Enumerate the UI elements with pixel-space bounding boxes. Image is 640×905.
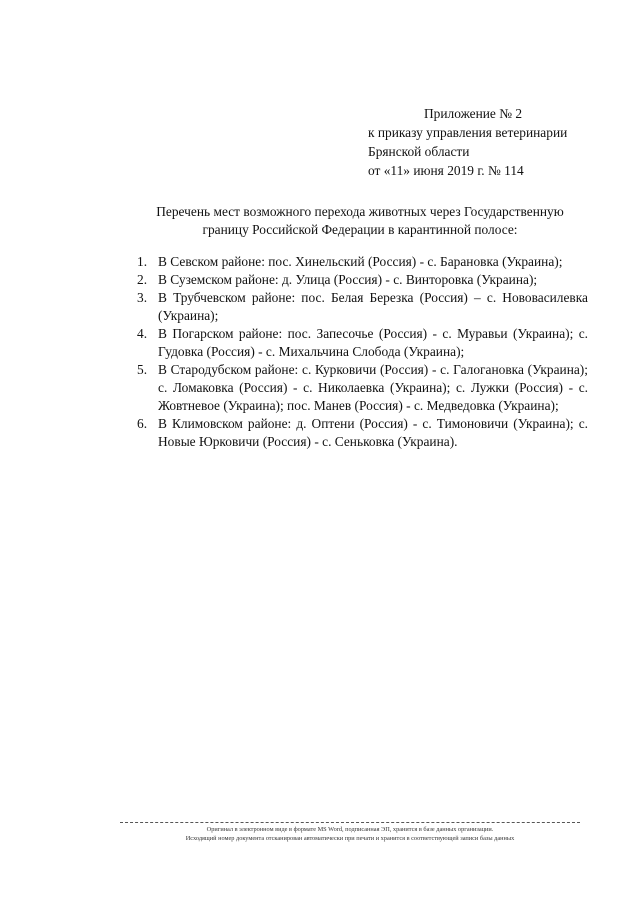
list-item <box>137 325 588 361</box>
list-item <box>137 415 588 451</box>
list-item-number: 3. <box>137 290 148 305</box>
list-item-number: 5. <box>137 362 148 377</box>
list-item <box>137 361 588 415</box>
list-item-number: 4. <box>137 326 148 341</box>
heading-line-2: границу Российской Федерации в карантинной полосе: <box>202 222 518 237</box>
appendix-title: Приложение № 2 <box>424 106 523 121</box>
appendix-order-ref: к приказу управления ветеринарии <box>368 125 568 140</box>
list-item <box>137 271 588 289</box>
list-item-text: В Климовском районе: д. Оптени (Россия) - с. Тимоновичи (Украина); с. Новые Юрковичи (Россия) - с. Сеньковка (Украина). <box>158 416 588 449</box>
footer-line-2: Исходящий номер документа отсканирован автоматически при печати и хранится в соответствующей записи базы данных <box>185 835 515 842</box>
list-item-text: В Стародубском районе: с. Курковичи (Россия) - с. Галогановка (Украина); с. Ломаковка (Россия) - с. Николаевка (Украина); с. Лужки (Россия) - с. Жовтневое (Украина); пос. Манев (Россия) - с. Медведовка (Украина); <box>158 362 588 413</box>
footer-line-1: Оригинал в электронном виде в формате MS Word, подписанная ЭП, хранится в базе данных организации. <box>206 826 494 833</box>
appendix-date-number: от «11» июня 2019 г. № 114 <box>368 163 524 178</box>
footer-note <box>120 825 580 843</box>
appendix-region: Брянской области <box>368 144 470 159</box>
list-item-number: 2. <box>137 272 148 287</box>
footer-divider <box>120 822 580 823</box>
list-item-number: 1. <box>137 254 148 269</box>
list-item-text: В Погарском районе: пос. Запесочье (Россия) - с. Муравьи (Украина); с. Гудовка (Россия) - с. Михальчина Слобода (Украина); <box>158 326 588 359</box>
heading-line-1: Перечень мест возможного перехода животных через Государственную <box>156 204 564 219</box>
list-item-text: В Трубчевском районе: пос. Белая Березка (Россия) – с. Нововасилевка (Украина); <box>158 290 588 323</box>
document-heading <box>130 203 590 239</box>
list-item-text: В Севском районе: пос. Хинельский (Россия) - с. Барановка (Украина); <box>158 254 563 269</box>
list-item-number: 6. <box>137 416 148 431</box>
crossing-points-list <box>137 253 588 451</box>
list-item <box>137 253 588 271</box>
appendix-block <box>368 104 618 180</box>
list-item-text: В Суземском районе: д. Улица (Россия) - с. Винторовка (Украина); <box>158 272 538 287</box>
list-item <box>137 289 588 325</box>
